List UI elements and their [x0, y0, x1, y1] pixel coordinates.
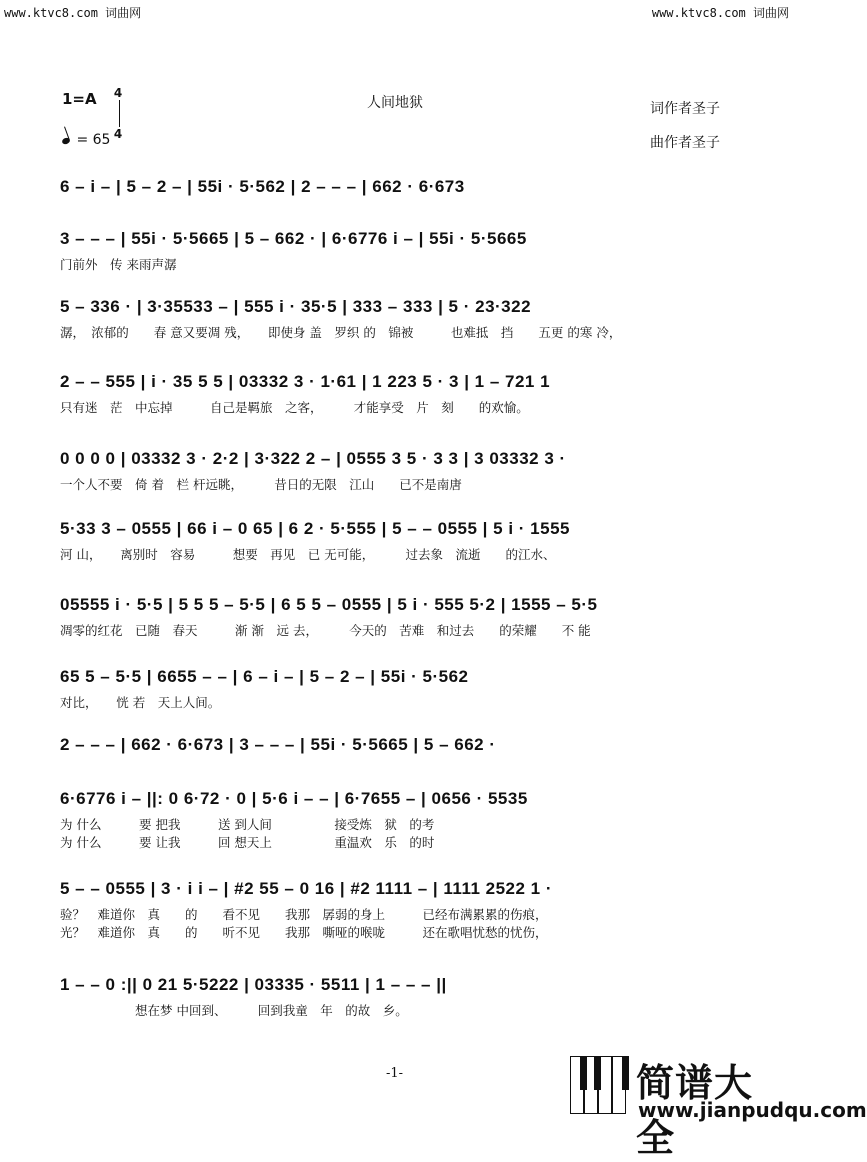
lyrics-line: 光？ 难道你 真 的 听不见 我那 嘶哑的喉咙 还在歌唱忧愁的忧伤，: [60, 925, 548, 940]
tempo-marking: [62, 132, 110, 148]
staff-row: [60, 290, 730, 342]
time-signature-top: 4: [113, 86, 123, 100]
lyrics-line: 为 什么 要 把我 送 到人间 接受炼 狱 的考: [60, 817, 435, 832]
notes-line: 05555 i · 5·5 | 5 5 5 – 5·5 | 6 5 5 – 0555 | 5 i · 555 5·2 | 1555 – 5·5: [60, 595, 598, 614]
notes-line: 5 – 336 · | 3·35533 – | 555 i · 35·5 | 333 – 333 | 5 · 23·322: [60, 297, 532, 316]
notes-line: 5·33 3 – 0555 | 66 i – 0 65 | 6 2 · 5·555 | 5 – – 0555 | 5 i · 1555: [60, 519, 570, 538]
composer: 曲作者圣子: [650, 135, 720, 151]
piano-keys-icon: [570, 1056, 632, 1114]
notes-line: 3 – – – | 55i · 5·5665 | 5 – 662 · | 6·6776 i – | 55i · 5·5665: [60, 229, 527, 248]
lyrics-line: 对比， 恍 若 天上人间。: [60, 695, 221, 710]
time-signature: [111, 86, 125, 141]
lyrics-line: 潺， 浓郁的 春 意又要凋 残， 即使身 盖 罗织 的 锦被 也难抵 挡 五更 的寒 冷，: [60, 325, 622, 340]
staff-row: [60, 872, 730, 942]
notes-line: 2 – – – | 662 · 6·673 | 3 – – – | 55i · 5·5665 | 5 – 662 ·: [60, 735, 496, 754]
notes-line: 2 – – 555 | i · 35 5 5 | 03332 3 · 1·61 | 1 223 5 · 3 | 1 – 721 1: [60, 372, 551, 391]
notes-line: 5 – – 0555 | 3 · i i – | #2 55 – 0 16 | #2 1111 – | 1111 2522 1 ·: [60, 879, 553, 898]
staff-row: [60, 968, 730, 1020]
notes-line: 1 – – 0 :|| 0 21 5·5222 | 03335 · 5511 | 1 – – – ||: [60, 975, 447, 994]
site-watermark-right: www.ktvc8.com 词曲网: [651, 6, 789, 20]
logo-url: www.jianpudqu.com: [638, 1098, 867, 1122]
lyricist: 词作者圣子: [650, 101, 720, 117]
lyrics-line: 一个人不要 倚 着 栏 杆远眺， 昔日的无限 江山 已不是南唐: [60, 477, 462, 492]
staff-row: [60, 660, 730, 712]
staff-row: [60, 512, 730, 564]
tempo-value: = 65: [76, 132, 111, 148]
staff-row: [60, 588, 730, 640]
notes-line: 65 5 – 5·5 | 6655 – – | 6 – i – | 5 – 2 – | 55i · 5·562: [60, 667, 469, 686]
lyrics-line: 凋零的红花 已随 春天 渐 渐 远 去， 今天的 苦难 和过去 的荣耀 不 能: [60, 623, 591, 638]
lyrics-line: 想在梦 中回到、 回到我童 年 的故 乡。: [60, 1003, 408, 1018]
staff-row: [60, 728, 730, 762]
lyrics-line: 验？ 难道你 真 的 看不见 我那 孱弱的身上 已经布满累累的伤痕，: [60, 907, 548, 922]
notes-line: 6·6776 i – ||: 0 6·72 · 0 | 5·6 i – – | 6·7655 – | 0656 · 5535: [60, 789, 528, 808]
jianpu-logo: [566, 1052, 867, 1160]
site-watermark-left: www.ktvc8.com 词曲网: [4, 6, 142, 20]
staff-row: [60, 442, 730, 494]
staff-row: [60, 170, 730, 204]
notes-line: 6 – i – | 5 – 2 – | 55i · 5·562 | 2 – – – | 662 · 6·673: [60, 177, 465, 196]
quarter-note-icon: [61, 137, 71, 145]
lyrics-line: 河 山， 离别时 容易 想要 再见 已 无可能， 过去象 流逝 的江水、: [60, 547, 556, 562]
lyrics-line: 门前外 传 来雨声潺: [60, 257, 177, 272]
key-signature: 1=A: [62, 90, 97, 108]
staff-row: [60, 222, 730, 274]
notes-line: 0 0 0 0 | 03332 3 · 2·2 | 3·322 2 – | 0555 3 5 · 3 3 | 3 03332 3 ·: [60, 449, 566, 468]
song-title: 人间地狱: [367, 95, 423, 111]
staff-row: [60, 365, 730, 417]
staff-row: [60, 782, 730, 852]
lyrics-line: 为 什么 要 让我 回 想天上 重温欢 乐 的时: [60, 835, 435, 850]
logo-text: 简谱大全: [636, 1061, 754, 1160]
page-number: -1-: [386, 1066, 404, 1081]
lyrics-line: 只有迷 茫 中忘掉 自己是羁旅 之客， 才能享受 片 刻 的欢愉。: [60, 400, 529, 415]
time-signature-bottom: 4: [113, 127, 123, 141]
